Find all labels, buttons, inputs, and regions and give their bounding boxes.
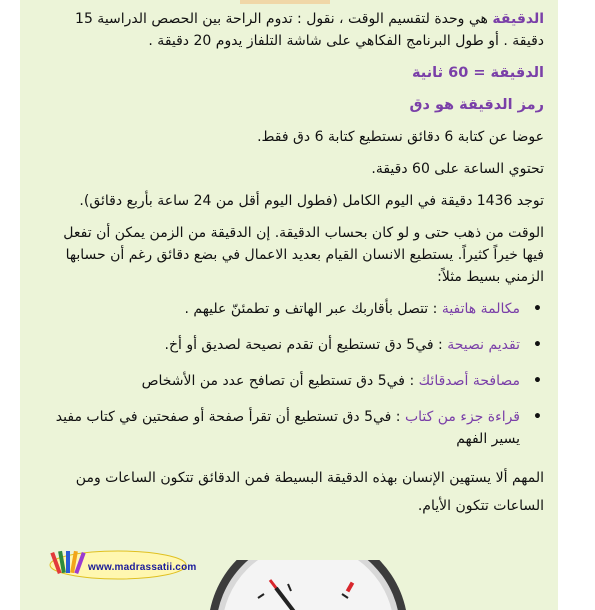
symbol-heading: رمز الدقيقة هو دق [409,97,544,113]
worksheet-page [20,0,558,610]
example-label: مصافحة أصدقائك [418,373,520,389]
lesson-content [44,8,544,530]
term-minute: الدقيقة [492,11,544,27]
hour-sentence: تحتوي الساعة على 60 دقيقة. [371,161,544,177]
minute-equation: الدقيقة = 60 ثانية [412,65,544,81]
conclusion-paragraph: المهم ألا يستهين الإنسان بهذه الدقيقة البسيطة فمن الدقائق تتكون الساعات ومن الساعات تتكون الأيام. [75,470,544,514]
wall-clock-icon [198,560,418,610]
example-text: : في5 دق تستطيع أن تقدم نصيحة لصديق أو أخ. [164,337,448,353]
top-tab [240,0,330,4]
example-text: : في5 دق تستطيع أن تصافح عدد من الأشخاص [141,373,419,389]
example-text: : تتصل بأقاربك عبر الهاتف و تطمئنّ عليهم . [184,301,442,317]
madrassatii-logo[interactable] [48,548,197,582]
definition-paragraph [44,8,544,52]
value-paragraph: الوقت من ذهب حتى و لو كان بحساب الدقيقة. إن الدقيقة من الزمن يمكن أن تفعل فيها خيراً كثيراً. يستطيع الانسان القيام بعديد الاعمال في بضع دقائق رغم أن حسابها الزمني بسيط مثلاً: [63,225,544,285]
list-item [44,334,520,356]
example-label: قراءة جزء من كتاب [404,409,520,425]
day-sentence: توجد 1436 دقيقة في اليوم الكامل (فطول اليوم أقل من 24 ساعة بأربع دقائق). [79,193,544,209]
example-label: مكالمة هاتفية [441,301,520,317]
definition-text: هي وحدة لتقسيم الوقت ، نقول : تدوم الراحة بين الحصص الدراسية 15 دقيقة . أو طول البرنامج الفكاهي على شاشة التلفاز يدوم 20 دقيقة . [75,11,544,49]
list-item [44,370,520,392]
abbrev-sentence: عوضا عن كتابة 6 دقائق نستطيع كتابة 6 دق فقط. [257,129,544,145]
example-label: تقديم نصيحة [447,337,520,353]
examples-list [44,298,544,450]
list-item [44,298,520,320]
example-text: : في5 دق تستطيع أن تقرأ صفحة أو صفحتين في كتاب مفيد يسير الفهم [55,409,520,447]
list-item [44,406,520,450]
logo-url: www.madrassatii.com [88,562,197,573]
